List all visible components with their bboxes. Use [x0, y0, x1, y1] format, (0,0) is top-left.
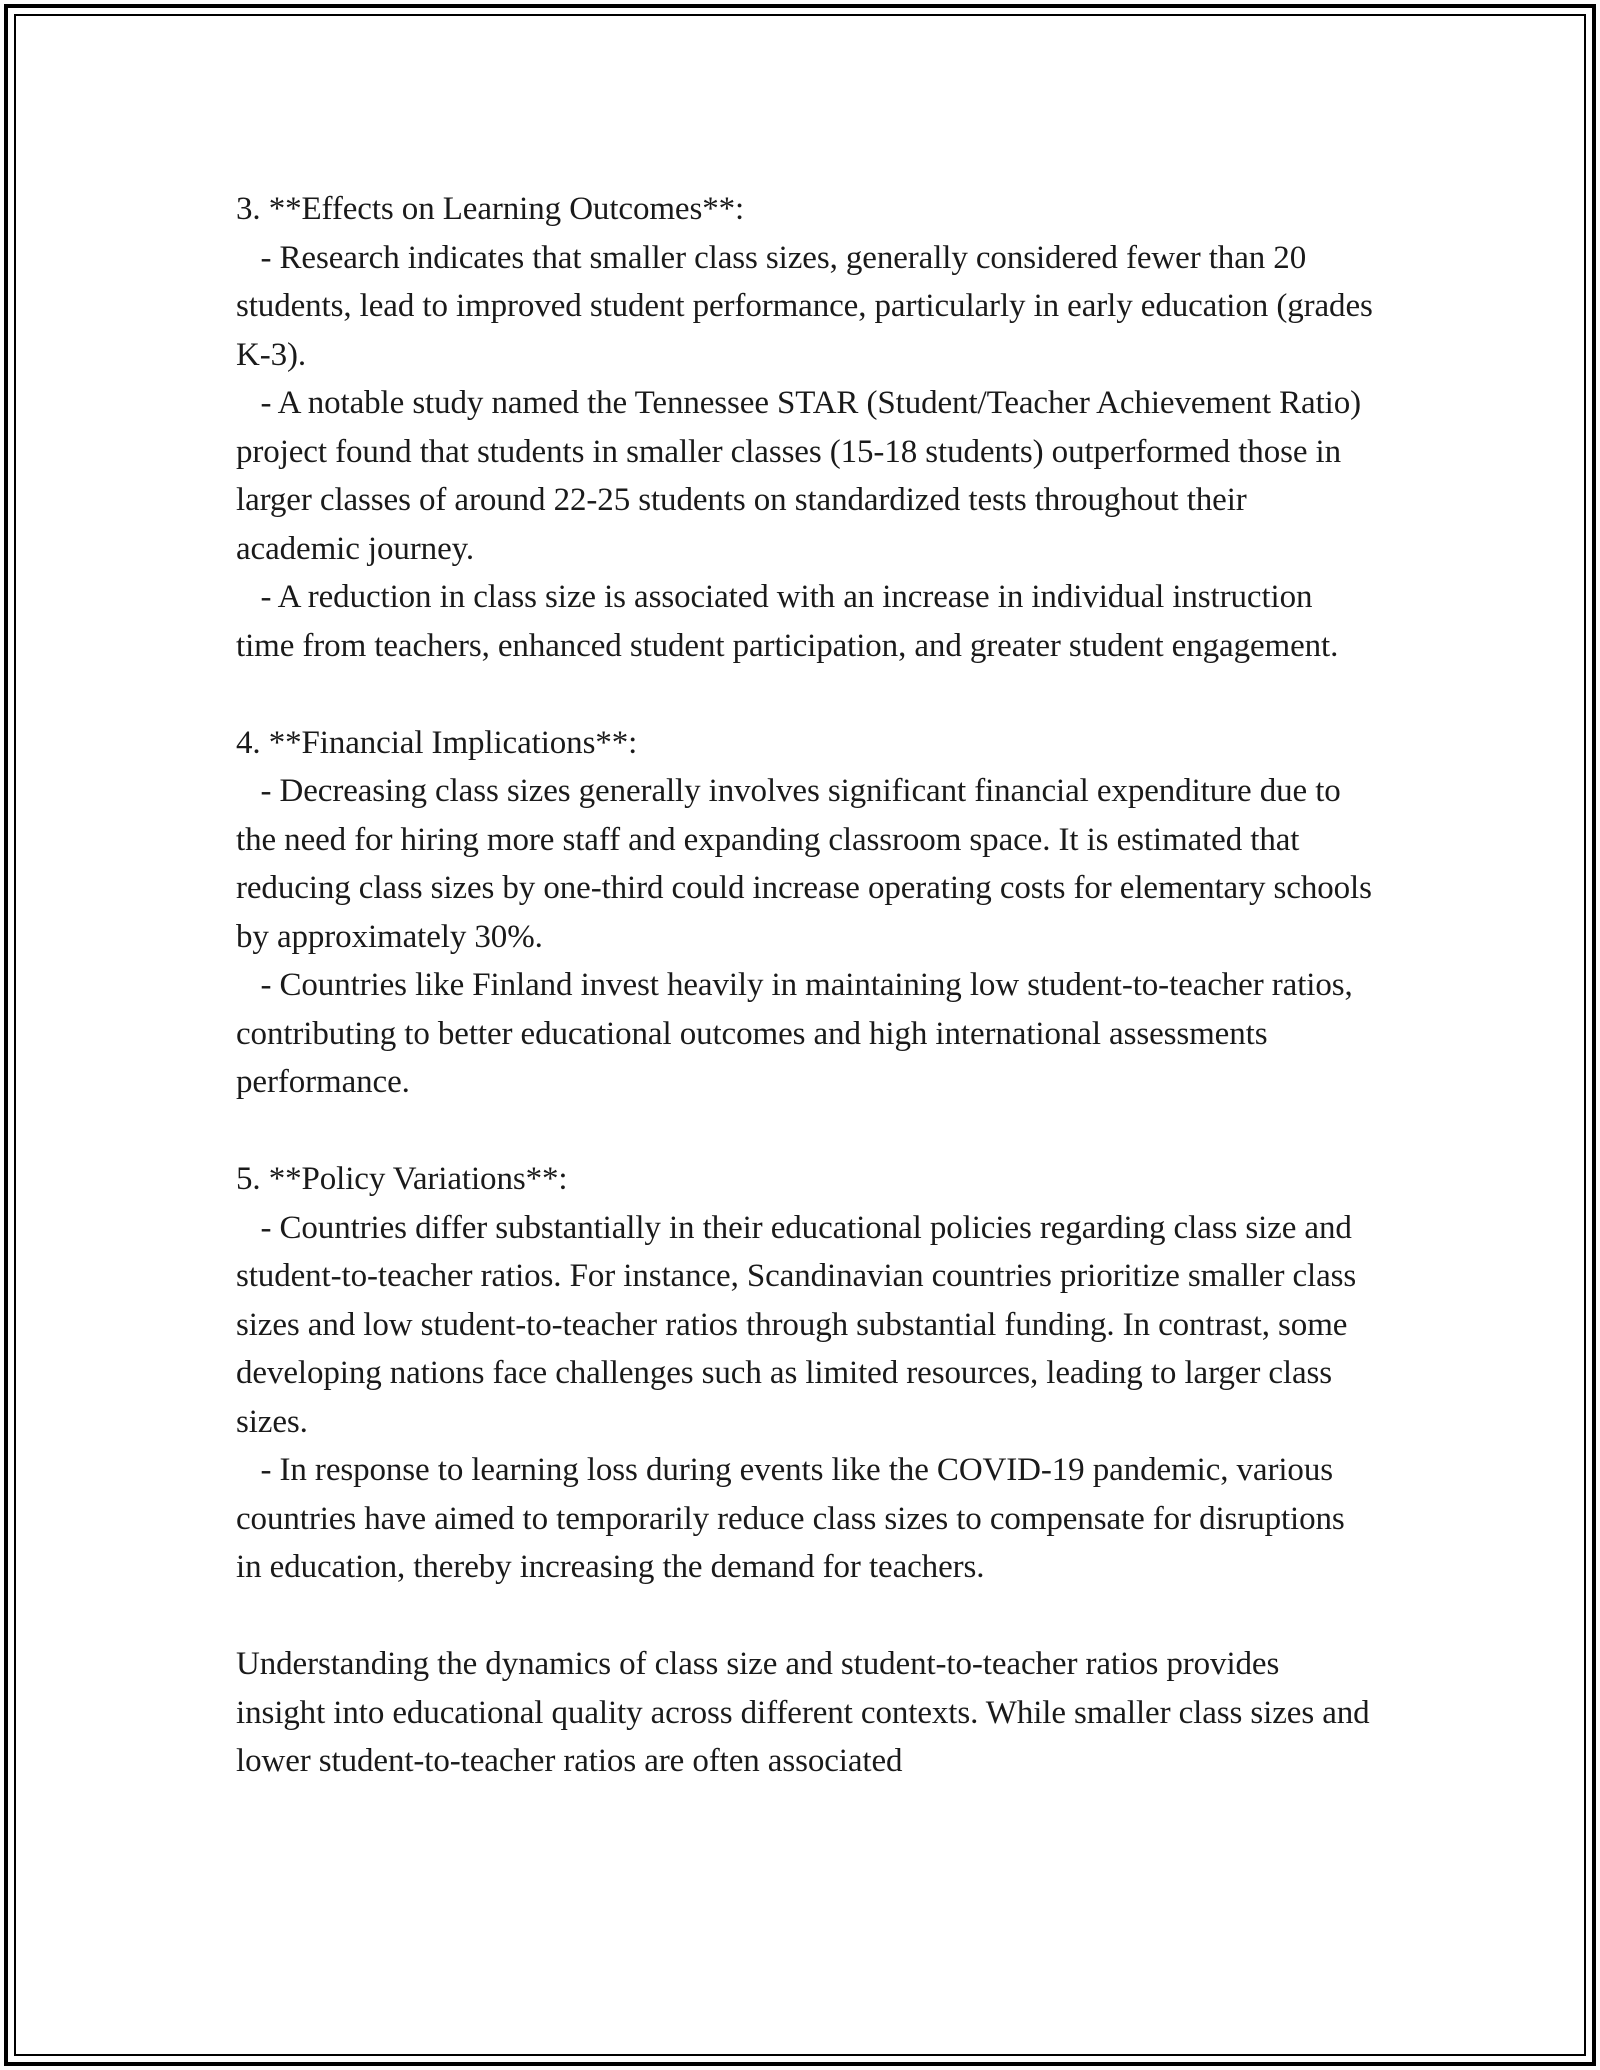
section-financial-implications [236, 719, 1380, 1107]
section-heading: 3. **Effects on Learning Outcomes**: [236, 191, 745, 227]
paragraph-spacer [236, 670, 1376, 719]
bullet-item: - A notable study named the Tennessee STAR (Student/Teacher Achievement Ratio) project found that students in smaller classes (15-18 students) outperformed those in larger classes of around 22-25 students on standardized tests throughout their academic journey. [236, 385, 1370, 567]
bullet-item: - A reduction in class size is associated with an increase in individual instruction time from teachers, enhanced student participation, and greater student engagement. [236, 579, 1339, 664]
section-policy-variations [236, 1155, 1376, 1592]
bullet-item: - In response to learning loss during events like the COVID-19 pandemic, various countries have aimed to temporarily reduce class sizes to compensate for disruptions in education, thereby increasing the demand for teachers. [236, 1452, 1353, 1585]
section-heading: 5. **Policy Variations**: [236, 1161, 568, 1197]
bullet-item: - Countries like Finland invest heavily in maintaining low student-to-teacher ratios, contributing to better educational outcomes and high international assessments performance. [236, 967, 1361, 1100]
bullet-item: - Countries differ substantially in their educational policies regarding class size and student-to-teacher ratios. For instance, Scandinavian countries prioritize smaller class sizes and low student-to-teacher ratios through substantial funding. In contrast, some developing nations face challenges such as limited resources, leading to larger class sizes. [236, 1209, 1365, 1440]
document-body [236, 185, 1381, 1786]
section-heading: 4. **Financial Implications**: [236, 724, 638, 761]
paragraph-spacer [236, 1592, 1376, 1641]
bullet-item: - Decreasing class sizes generally involves significant financial expenditure due to the need for hiring more staff and expanding classroom space. It is estimated that reducing class sizes by one-third could increase operating costs for elementary schools by approximately 30%. [236, 773, 1380, 955]
closing-paragraph: Understanding the dynamics of class size and student-to-teacher ratios provides insight into educational quality across different contexts. While smaller class sizes and lower student-to-teacher ratios are often associated [236, 1646, 1378, 1779]
section-effects-on-learning-outcomes [236, 185, 1381, 670]
bullet-item: - Research indicates that smaller class sizes, generally considered fewer than 20 students, lead to improved student performance, particularly in early education (grades K-3). [236, 239, 1381, 373]
paragraph-spacer [236, 1107, 1376, 1156]
